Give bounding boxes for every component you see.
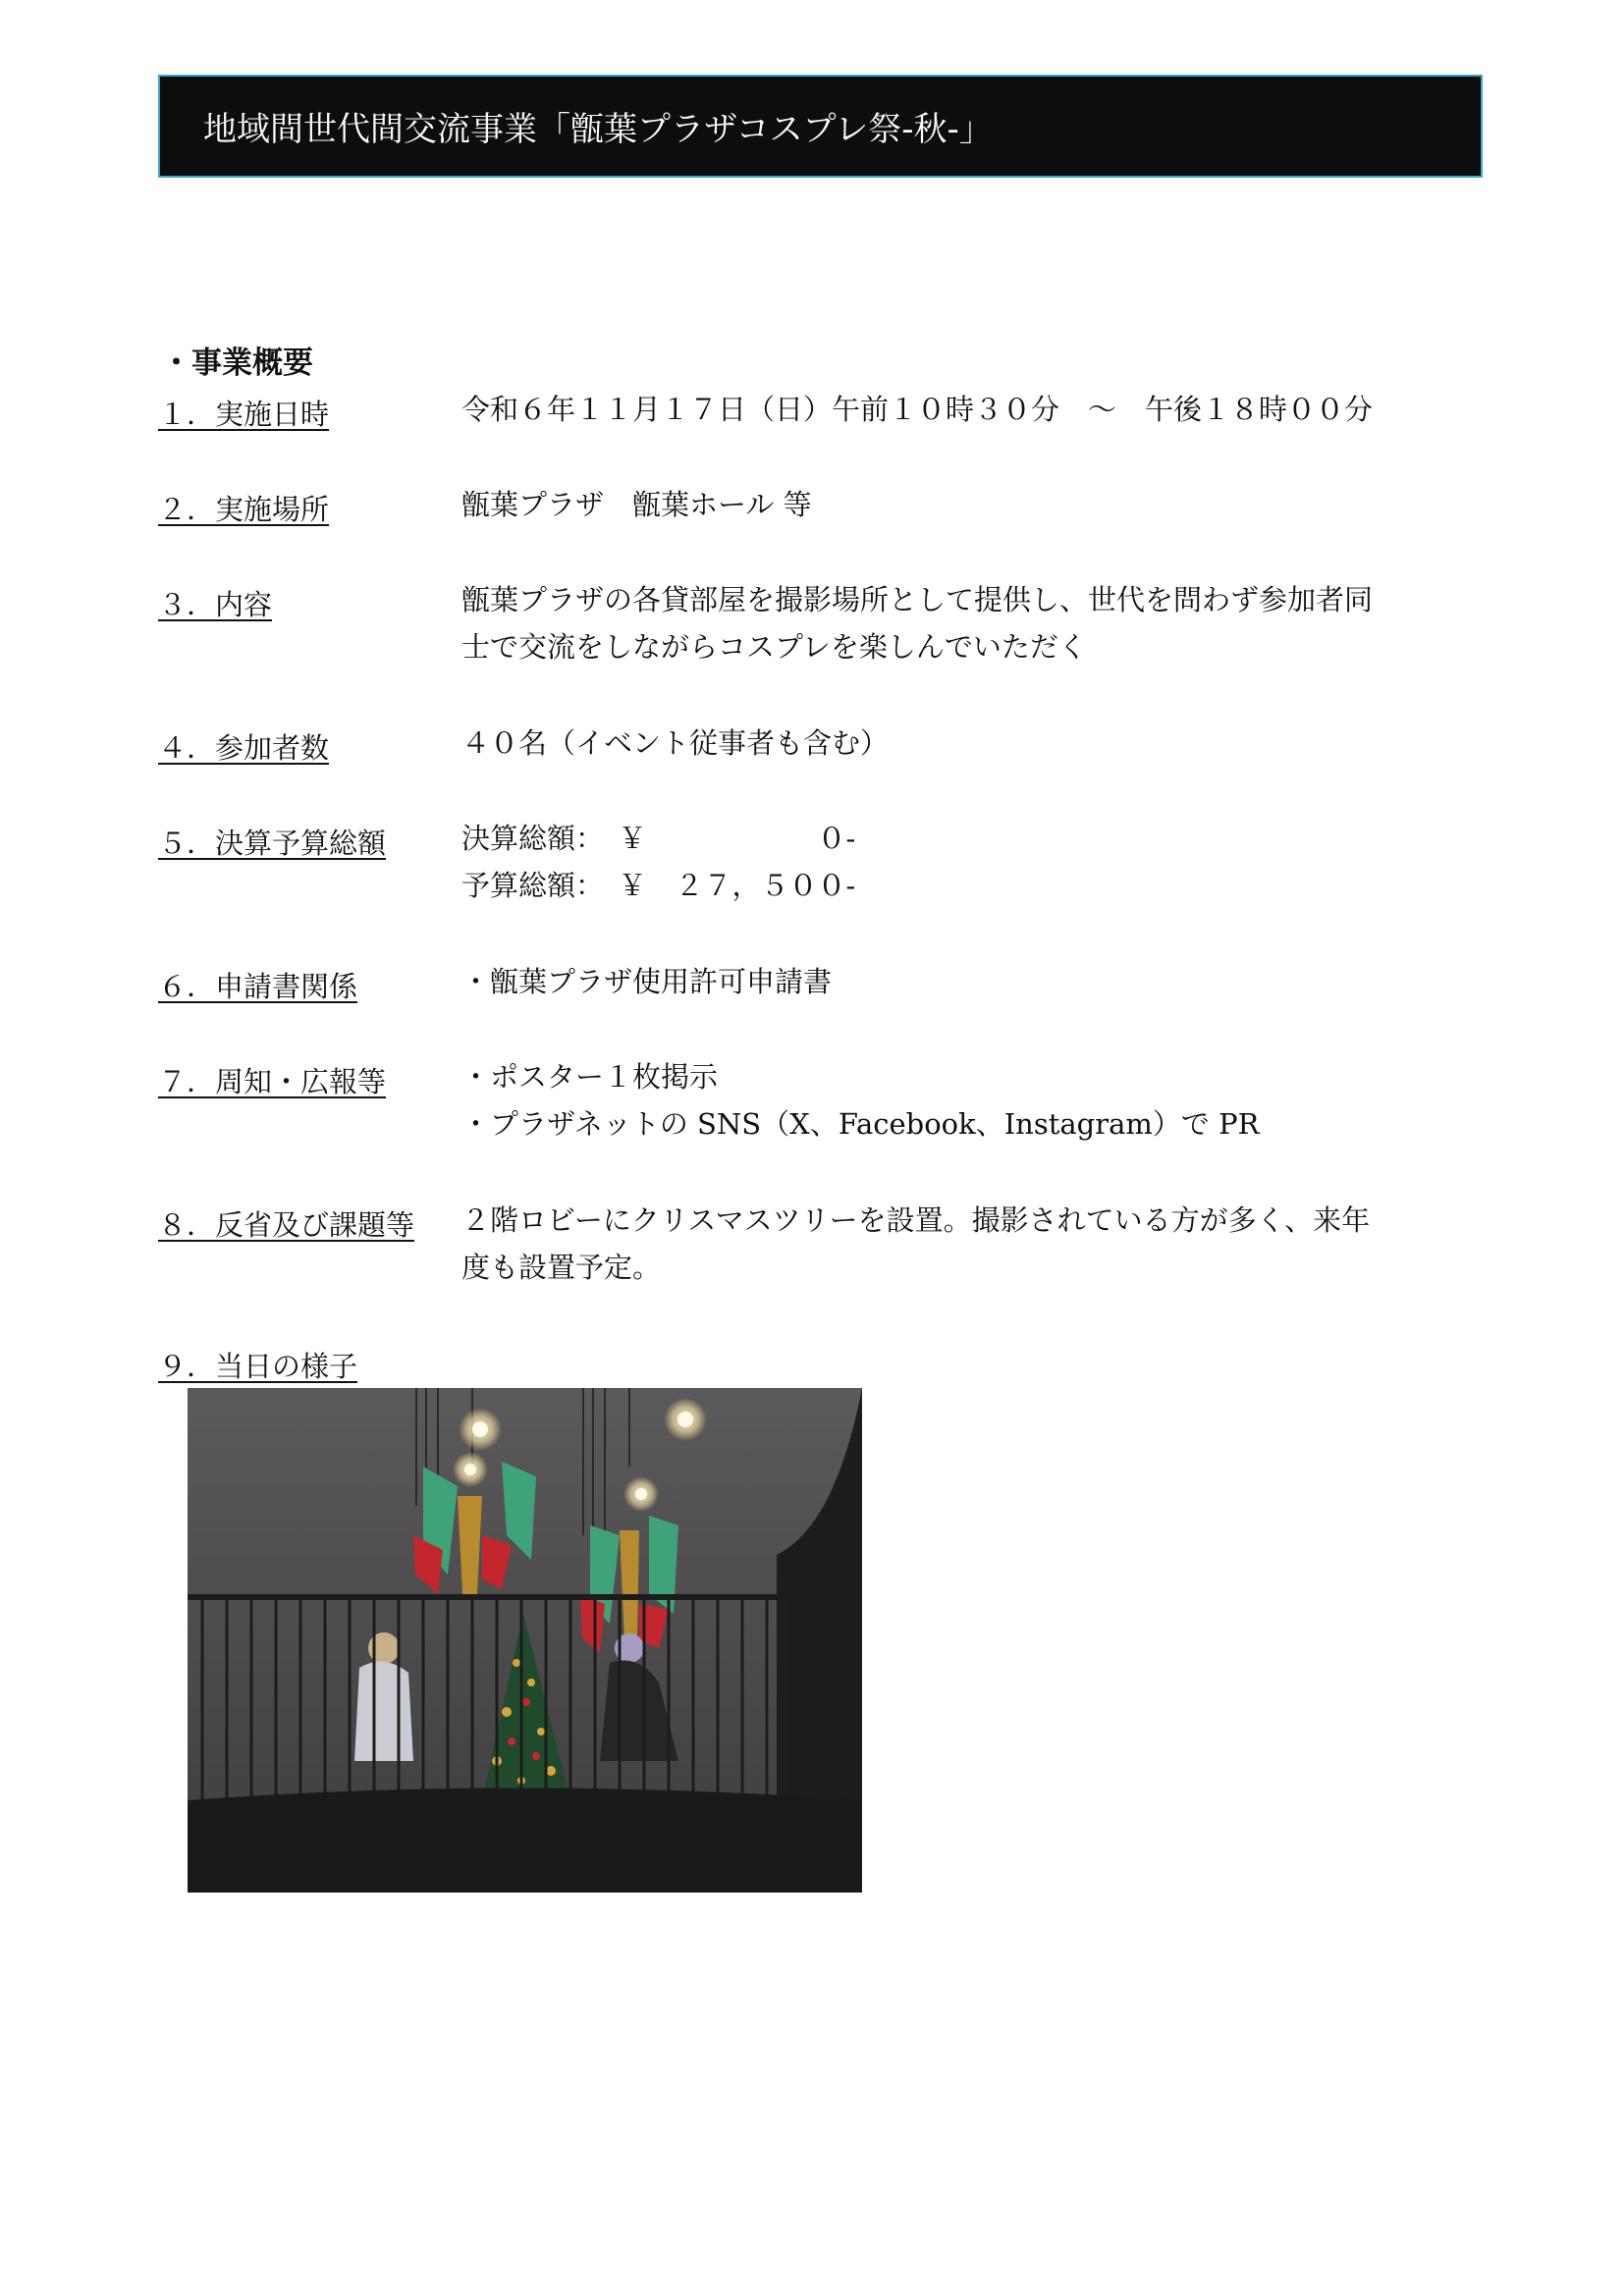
value-line: 士で交流をしながらコスプレを楽しんでいただく (461, 630, 1087, 664)
section-heading: ・事業概要 (161, 346, 313, 381)
label-publicity: ７．周知・広報等 (158, 1065, 387, 1098)
value-line: 予算総額： ￥ ２７，５００- (461, 869, 856, 902)
label-reflection: ８．反省及び課題等 (158, 1208, 415, 1242)
value-line: ４０名（イベント従事者も含む） (461, 726, 890, 760)
value-budget (461, 815, 855, 909)
event-photo-christmas-tree-icon (188, 1388, 862, 1893)
value-line: ２階ロビーにクリスマスツリーを設置。撮影されている方が多く、来年 (461, 1203, 1371, 1237)
event-photo (188, 1388, 862, 1893)
value-venue (461, 481, 812, 528)
value-line: ・プラザネットの SNS（X、Facebook、Instagram）で PR (461, 1107, 1260, 1141)
label-participants: ４．参加者数 (158, 731, 330, 765)
value-reflection (461, 1197, 1370, 1291)
value-date (461, 386, 1373, 433)
label-photo: ９．当日の様子 (158, 1350, 358, 1383)
label-venue: ２．実施場所 (158, 493, 330, 526)
page-title: 地域間世代間交流事業「甑葉プラザコスプレ祭-秋-」 (203, 110, 993, 149)
value-applications (461, 958, 832, 1005)
value-publicity (461, 1053, 1259, 1148)
label-applications: ６．申請書関係 (158, 970, 358, 1003)
label-date: １．実施日時 (158, 398, 330, 431)
value-content (461, 576, 1373, 670)
value-participants (461, 720, 889, 767)
value-line: 令和６年１１月１７日（日）午前１０時３０分 ～ 午後１８時００分 (461, 393, 1374, 426)
label-budget: ５．決算予算総額 (158, 827, 387, 860)
value-line: ・ポスター１枚掲示 (461, 1060, 719, 1094)
value-line: 甑葉プラザ 甑葉ホール 等 (461, 488, 812, 521)
label-content: ３．内容 (158, 588, 273, 621)
value-line: 甑葉プラザの各貸部屋を撮影場所として提供し、世代を問わず参加者同 (461, 583, 1374, 616)
value-line: 度も設置予定。 (461, 1251, 662, 1284)
title-bar (158, 75, 1483, 178)
value-line: 決算総額： ￥ ０- (461, 822, 856, 855)
value-line: ・甑葉プラザ使用許可申請書 (461, 965, 833, 998)
